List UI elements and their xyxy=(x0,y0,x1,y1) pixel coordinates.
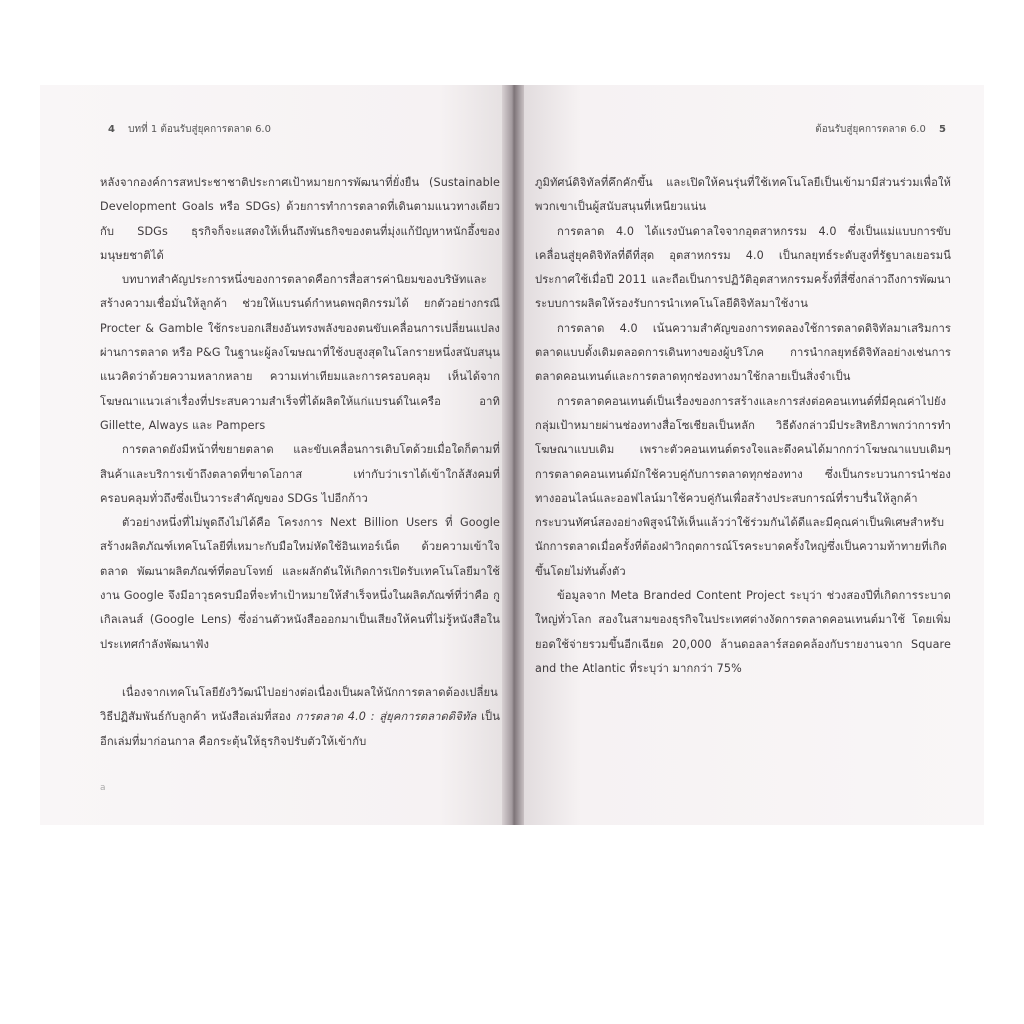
book-spread xyxy=(40,85,984,825)
paragraph: การตลาด 4.0 เน้นความสำคัญของการทดลองใช้การตลาดดิจิทัลมาเสริมการตลาดแบบดั้งเดิมตลอดการเดินทางของผู้บริโภค การนำกลยุทธ์ดิจิทัลอย่างเช่นการตลาดคอนเทนต์และการตลาดทุกช่องทางมาใช้กลายเป็นสิ่งจำเป็น xyxy=(535,321,951,384)
paragraph: การตลาดยังมีหน้าที่ขยายตลาด และขับเคลื่อนการเติบโตด้วยเมื่อใดก็ตามที่สินค้าและบริการเข้าถึงตลาดที่ขาดโอกาส เท่ากับว่าเราได้เข้าใกล้สังคมที่ครอบคลุมทั่วถึงซึ่งเป็นวาระสำคัญของ SDGs ไปอีกก้าว xyxy=(100,443,500,505)
left-page xyxy=(40,85,510,825)
book-title-italic: การตลาด 4.0 : สู่ยุคการตลาดดิจิทัล xyxy=(295,710,477,724)
paragraph: ภูมิทัศน์ดิจิทัลที่คึกคักขึ้น และเปิดให้คนรุ่นที่ใช้เทคโนโลยีเป็นเข้ามามีส่วนร่วมเพื่อให้พวกเขาเป็นผู้สนับสนุนที่เหนียวแน่น xyxy=(535,176,951,214)
paragraph: ตัวอย่างหนึ่งที่ไม่พูดถึงไม่ได้คือ โครงการ Next Billion Users ที่ Google สร้างผลิตภัณฑ์เทคโนโลยีที่เหมาะกับมือใหม่หัดใช้อินเทอร์เน็ต ด้วยความเข้าใจตลาด พัฒนาผลิตภัณฑ์ที่ตอบโจทย์ และผลักดันให้เกิดการเปิดรับเทคโนโลยีมาใช้งาน Google จึงมีอาวุธครบมือที่จะทำเป้าหมายให้สำเร็จหนึ่งในผลิตภัณฑ์ที่ว่าคือ กูเกิลเลนส์ (Google Lens) ซึ่งอ่านตัวหนังสือออกมาเป็นเสียงให้คนที่ไม่รู้หนังสือในประเทศกำลังพัฒนาฟัง xyxy=(100,516,500,651)
paragraph xyxy=(100,681,500,754)
left-page-number: 4 xyxy=(108,124,115,135)
paragraph: การตลาด 4.0 ได้แรงบันดาลใจจากอุตสาหกรรม 4.0 ซึ่งเป็นแม่แบบการขับเคลื่อนสู่ยุคดิจิทัลที่ดีที่สุด อุตสาหกรรม 4.0 เป็นกลยุทธ์ระดับสูงที่รัฐบาลเยอรมนีประกาศใช้เมื่อปี 2011 และถือเป็นการปฏิวัติอุตสาหกรรมครั้งที่สี่ซึ่งกล่าวถึงการพัฒนาระบบการผลิตให้รองรับการนำเทคโนโลยีดิจิทัลมาใช้งาน xyxy=(535,224,951,311)
right-running-head xyxy=(815,122,956,137)
right-page-number: 5 xyxy=(939,124,946,135)
paragraph: หลังจากองค์การสหประชาชาติประกาศเป้าหมายการพัฒนาที่ยั่งยืน (Sustainable Development Goals หรือ SDGs) ด้วยการทำการตลาดที่เดินตามแนวทางเดียวกับ SDGs ธุรกิจก็จะแสดงให้เห็นถึงพันธกิจของตนที่มุ่งแก้ปัญหาหนักอึ้งของมนุษยชาติได้ xyxy=(100,176,500,262)
right-chapter-title: ต้อนรับสู่ยุคการตลาด 6.0 xyxy=(815,124,926,135)
book-gutter xyxy=(502,85,524,825)
left-body-text xyxy=(100,171,500,754)
paragraph: บทบาทสำคัญประการหนึ่งของการตลาดคือการสื่อสารค่านิยมของบริษัทและสร้างความเชื่อมั่นให้ลูกค้า ช่วยให้แบรนด์กำหนดพฤติกรรมได้ ยกตัวอย่างกรณี Procter & Gamble ใช้กระบอกเสียงอันทรงพลังของตนขับเคลื่อนการเปลี่ยนแปลงผ่านการตลาด หรือ P&G ในฐานะผู้ลงโฆษณาที่ใช้งบสูงสุดในโลกรายหนึ่งสนับสนุนแนวคิดว่าด้วยความหลากหลาย ความเท่าเทียมและการครอบคลุม เห็นได้จากโฆษณาแนวเล่าเรื่องที่ประสบความสำเร็จที่ได้ผลิตให้แก่แบรนด์ในเครือ อาทิ Gillette, Always และ Pampers xyxy=(100,273,500,432)
right-body-text xyxy=(535,171,951,681)
left-chapter-title: บทที่ 1 ต้อนรับสู่ยุคการตลาด 6.0 xyxy=(128,124,271,135)
left-running-head xyxy=(98,122,271,137)
paragraph-text: เนื่องจากเทคโนโลยียังวิวัฒน์ไปอย่างต่อเนื่องเป็นผลให้นักการตลาดต้องเปลี่ยนวิธีปฏิสัมพันธ์กับลูกค้า หนังสือเล่มที่สอง xyxy=(100,685,498,724)
paragraph-text: เป็นอีกเล่มที่มาก่อนกาล คือกระตุ้นให้ธุรกิจปรับตัวให้เข้ากับ xyxy=(100,710,500,748)
page-folio-mark: a xyxy=(100,783,106,793)
right-page xyxy=(510,85,984,825)
paragraph: การตลาดคอนเทนต์เป็นเรื่องของการสร้างและการส่งต่อคอนเทนต์ที่มีคุณค่าไปยังกลุ่มเป้าหมายผ่านช่องทางสื่อโซเชียลเป็นหลัก วิธีดังกล่าวมีประสิทธิภาพกว่าการทำโฆษณาแบบเดิม เพราะตัวคอนเทนต์ตรงใจและดึงคนได้มากกว่าโฆษณาแบบเดิมๆ การตลาดคอนเทนต์มักใช้ควบคู่กับการตลาดทุกช่องทาง ซึ่งเป็นกระบวนการนำช่องทางออนไลน์และออฟไลน์มาใช้ควบคู่กันเพื่อสร้างประสบการณ์ที่ราบรื่นให้ลูกค้า กระบวนทัศน์สองอย่างพิสูจน์ให้เห็นแล้วว่าใช้ร่วมกันได้ดีและมีคุณค่าเป็นพิเศษสำหรับนักการตลาดเมื่อครั้งที่ต้องฝ่าวิกฤตการณ์โรคระบาดครั้งใหญ่ซึ่งเป็นความท้าทายที่เกิดขึ้นโดยไม่ทันตั้งตัว xyxy=(535,394,951,578)
paragraph: ข้อมูลจาก Meta Branded Content Project ระบุว่า ช่วงสองปีที่เกิดการระบาดใหญ่ทั่วโลก สองในสามของธุรกิจในประเทศต่างงัดการตลาดคอนเทนต์มาใช้ โดยเพิ่มยอดใช้จ่ายรวมขึ้นอีกเฉียด 20,000 ล้านดอลลาร์สอดคล้องกับรายงานจาก Square and the Atlantic ที่ระบุว่า มากกว่า 75% xyxy=(535,589,951,675)
